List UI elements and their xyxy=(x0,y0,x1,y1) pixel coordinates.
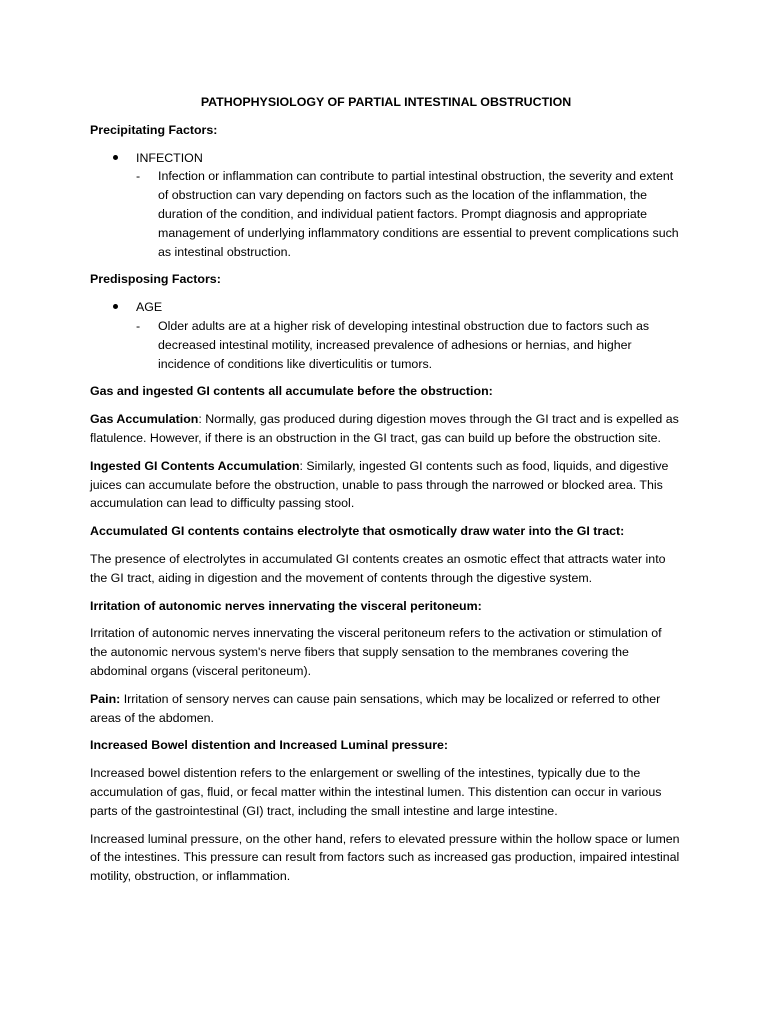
ingested-contents-text: : Similarly, ingested GI contents such as food, liquids, and digestive juices can accumulate before the obstruction, unable to pass through the narrowed or blocked area. This accumulation can lead to difficulty passing stool. xyxy=(90,458,669,511)
ingested-contents-paragraph xyxy=(90,457,682,513)
gas-section-heading: Gas and ingested GI contents all accumulate before the obstruction: xyxy=(90,384,493,399)
pain-text: Irritation of sensory nerves can cause pain sensations, which may be localized or referred to other areas of the abdomen. xyxy=(90,691,661,725)
bullet-label-age: AGE xyxy=(136,300,163,315)
document-body xyxy=(90,93,682,895)
sub-item xyxy=(90,167,682,261)
electrolyte-paragraph: The presence of electrolytes in accumulated GI contents creates an osmotic effect that attracts water into the GI tract, aiding in digestion and the movement of contents through the digestive system. xyxy=(90,551,666,585)
nerves-paragraph: Irritation of autonomic nerves innervating the visceral peritoneum refers to the activation or stimulation of the autonomic nervous system's nerve fibers that supply sensation to the membranes covering the abdominal organs (visceral peritoneum). xyxy=(90,626,662,678)
list-item xyxy=(90,149,682,168)
bullet-icon xyxy=(113,304,118,309)
pain-label: Pain: xyxy=(90,691,121,706)
list-item xyxy=(90,298,682,317)
gas-accumulation-text: : Normally, gas produced during digestion moves through the GI tract and is expelled as flatulence. However, if there is an obstruction in the GI tract, gas can build up before the obstruction site. xyxy=(90,412,679,445)
ingested-contents-label: Ingested GI Contents Accumulation xyxy=(90,458,300,473)
predisposing-list xyxy=(90,298,682,373)
sub-item xyxy=(90,317,682,373)
bullet-icon xyxy=(113,155,118,160)
distention-heading: Increased Bowel distention and Increased Luminal pressure: xyxy=(90,738,449,753)
precipitating-heading: Precipitating Factors: xyxy=(90,122,218,137)
dash-marker: - xyxy=(136,169,141,184)
gas-accumulation-label: Gas Accumulation xyxy=(90,412,199,427)
gas-accumulation-paragraph xyxy=(90,410,682,448)
electrolyte-heading: Accumulated GI contents contains electrolyte that osmotically draw water into the GI tract: xyxy=(90,524,625,539)
age-description: Older adults are at a higher risk of developing intestinal obstruction due to factors such as decreased intestinal motility, increased prevalence of adhesions or hernias, and higher incidence of conditions like diverticulitis or tumors. xyxy=(158,318,650,371)
distention-paragraph: Increased bowel distention refers to the enlargement or swelling of the intestines, typically due to the accumulation of gas, fluid, or fecal matter within the intestinal lumen. This distention can occur in various parts of the gastrointestinal (GI) tract, including the small intestine and large intestine. xyxy=(90,766,662,818)
bullet-label-infection: INFECTION xyxy=(136,150,203,165)
nerves-heading: Irritation of autonomic nerves innervating the visceral peritoneum: xyxy=(90,598,482,613)
predisposing-heading: Predisposing Factors: xyxy=(90,272,221,287)
dash-marker: - xyxy=(136,318,141,333)
precipitating-list xyxy=(90,149,682,262)
document-title: PATHOPHYSIOLOGY OF PARTIAL INTESTINAL OBSTRUCTION xyxy=(200,95,572,109)
infection-description: Infection or inflammation can contribute to partial intestinal obstruction, the severity and extent of obstruction can vary depending on factors such as the location of the inflammation, the duration of the condition, and individual patient factors. Prompt diagnosis and appropriate management of underlying inflammatory conditions are essential to prevent complications such as intestinal obstruction. xyxy=(158,169,679,259)
pain-paragraph xyxy=(90,690,682,728)
luminal-pressure-paragraph: Increased luminal pressure, on the other hand, refers to elevated pressure within the hollow space or lumen of the intestines. This pressure can result from factors such as increased gas production, impaired intestinal motility, obstruction, or inflammation. xyxy=(90,831,680,884)
